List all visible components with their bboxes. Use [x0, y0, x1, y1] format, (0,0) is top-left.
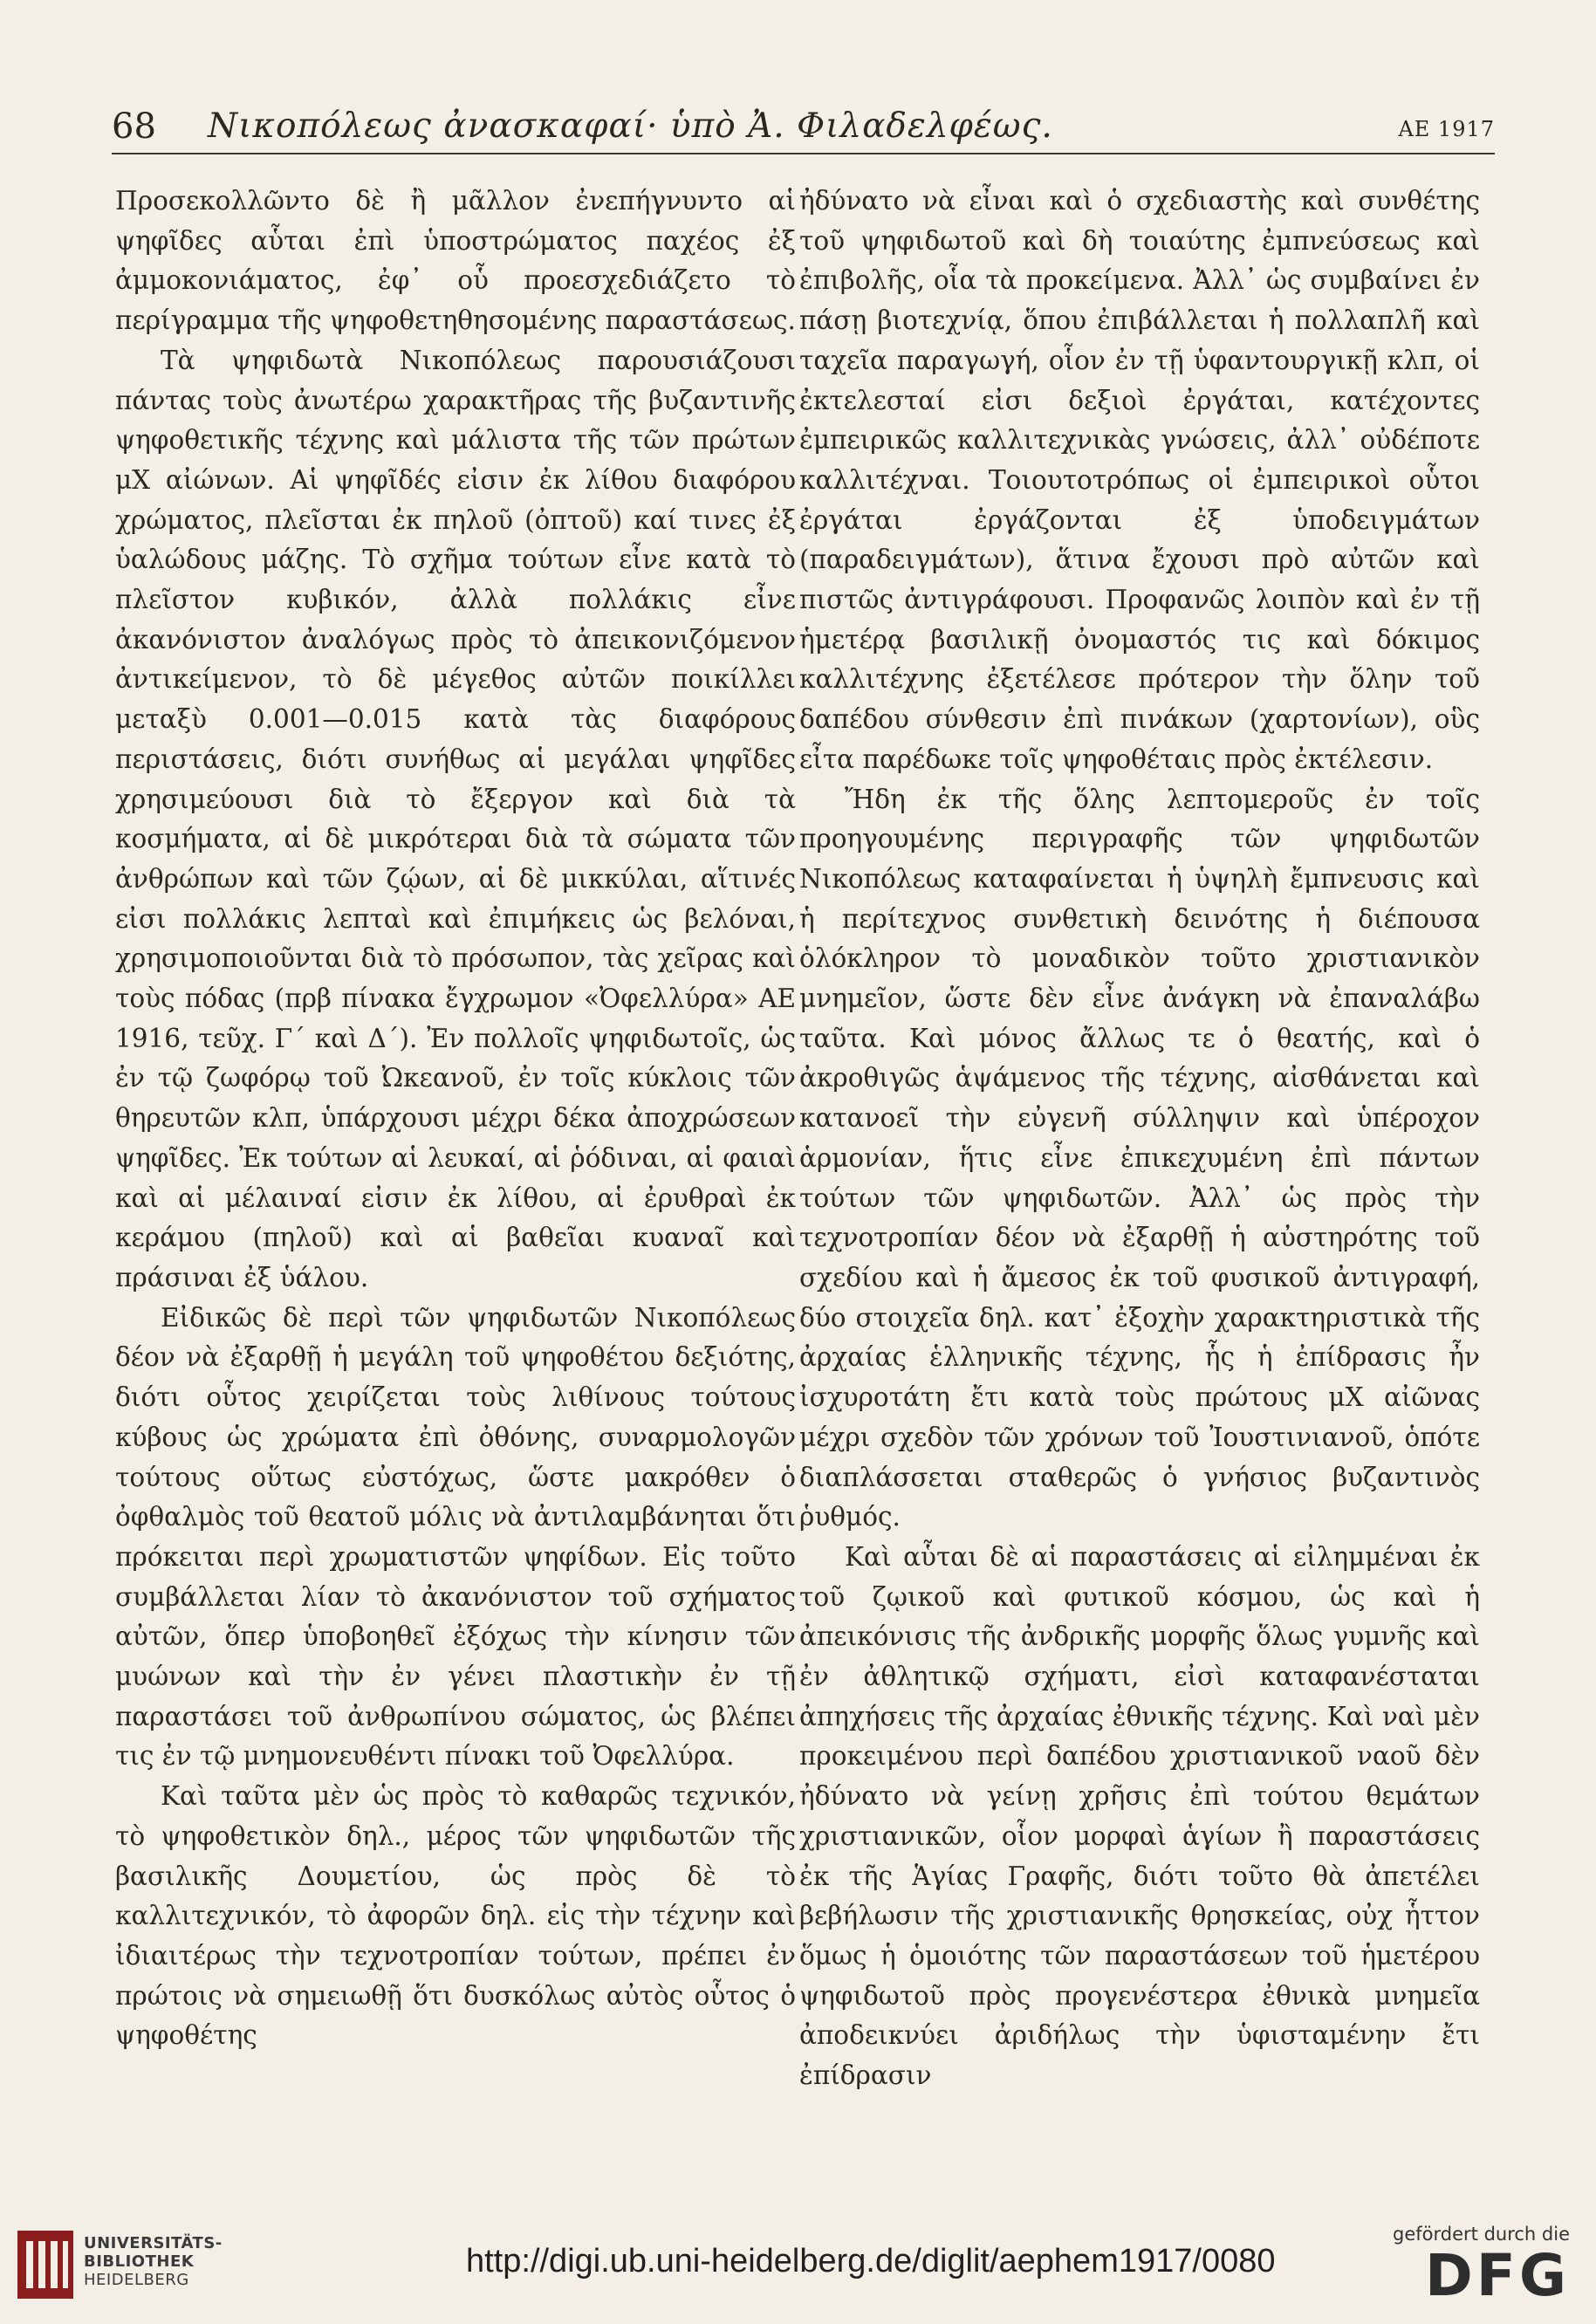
library-logo[interactable] [17, 2225, 236, 2308]
funder-block [1360, 2224, 1570, 2307]
page-header [112, 103, 1495, 155]
right-column [799, 182, 1480, 2096]
header-rule [112, 153, 1495, 154]
paragraph: Εἰδικῶς δὲ περὶ τῶν ψηφιδωτῶν Νικοπόλεως δέον νὰ ἐξαρθῇ ἡ μεγάλη τοῦ ψηφοθέτου δεξιότης, διότι οὗτος χειρίζεται τοὺς λιθίνους τούτους κύβους ὡς χρώματα ἐπὶ ὀθόνης, συναρμολογῶν τούτους οὕτως εὐστόχως, ὥστε μακρόθεν ὁ ὀφθαλμὸς τοῦ θεατοῦ μόλις νὰ ἀντιλαμβάνηται ὅτι πρόκειται περὶ χρωματιστῶν ψηφίδων. Εἰς τοῦτο συμβάλλεται λίαν τὸ ἀκανόνιστον τοῦ σχήματος αὐτῶν, ὅπερ ὑποβοηθεῖ ἐξόχως τὴν κίνησιν τῶν μυώνων καὶ τὴν ἐν γένει πλαστικὴν ἐν τῇ παραστάσει τοῦ ἀνθρωπίνου σώματος, ὡς βλέπει τις ἐν τῷ μνημονευθέντι πίνακι τοῦ Ὀφελλύρα. [115, 1302, 796, 1772]
funded-by-label: gefördert durch die [1393, 2224, 1570, 2245]
volume-label: ΑΕ 1917 [1398, 117, 1495, 141]
paragraph: Προσεκολλῶντο δὲ ἢ μᾶλλον ἐνεπήγνυντο αἱ ψηφῖδες αὗται ἐπὶ ὑποστρώματος παχέος ἐξ ἀμμοκονιάματος, ἐφ᾽ οὗ προεσχεδιάζετο τὸ περίγραμμα τῆς ψηφοθετηθησομένης παραστάσεως. [115, 186, 796, 336]
paragraph: ἠδύνατο νὰ εἶναι καὶ ὁ σχεδιαστὴς καὶ συνθέτης τοῦ ψηφιδωτοῦ καὶ δὴ τοιαύτης ἐμπνεύσεως καὶ ἐπιβολῆς, οἷα τὰ προκείμενα. Ἀλλ᾽ ὡς συμβαίνει ἐν πάσῃ βιοτεχνίᾳ, ὅπου ἐπιβάλλεται ἡ πολλαπλῆ καὶ ταχεῖα παραγωγή, οἷον ἐν τῇ ὑφαντουργικῇ κλπ, οἱ ἐκτελεσταί εἰσι δεξιοὶ ἐργάται, κατέχοντες ἐμπειρικῶς καλλιτεχνικὰς γνώσεις, ἀλλ᾽ οὐδέποτε καλλιτέχναι. Τοιουτοτρόπως οἱ ἐμπειρικοὶ οὗτοι ἐργάται ἐργάζονται ἐξ ὑποδειγμάτων (παραδειγμάτων), ἅτινα ἔχουσι πρὸ αὐτῶν καὶ πιστῶς ἀντιγράφουσι. Προφανῶς λοιπὸν καὶ ἐν τῇ ἡμετέρᾳ βασιλικῇ ὀνομαστός τις καὶ δόκιμος καλλιτέχνης ἐξετέλεσε πρότερον τὴν ὅλην τοῦ δαπέδου σύνθεσιν ἐπὶ πινάκων (χαρτονίων), οὓς εἶτα παρέδωκε τοῖς ψηφοθέταις πρὸς ἐκτέλεσιν. [799, 186, 1480, 774]
running-title: Νικοπόλεως ἀνασκαφαί· ὑπὸ Ἀ. Φιλαδελφέως. [208, 106, 1053, 146]
paragraph: Καὶ ταῦτα μὲν ὡς πρὸς τὸ καθαρῶς τεχνικόν, τὸ ψηφοθετικὸν δηλ., μέρος τῶν ψηφιδωτῶν τῆς βασιλικῆς Δουμετίου, ὡς πρὸς δὲ τὸ καλλιτεχνικόν, τὸ ἀφορῶν δηλ. εἰς τὴν τέχνην καὶ ἰδιαιτέρως τὴν τεχνοτροπίαν τούτων, πρέπει ἐν πρώτοις νὰ σημειωθῇ ὅτι δυσκόλως αὐτὸς οὗτος ὁ ψηφοθέτης [115, 1781, 796, 2051]
university-seal-icon [17, 2231, 73, 2299]
source-url-link[interactable]: http://digi.ub.uni-heidelberg.de/diglit/aephem1917/0080 [466, 2243, 1276, 2279]
paragraph: Ἤδη ἐκ τῆς ὅλης λεπτομεροῦς ἐν τοῖς προηγουμένης περιγραφῆς τῶν ψηφιδωτῶν Νικοπόλεως καταφαίνεται ἡ ὑψηλὴ ἔμπνευσις καὶ ἡ περίτεχνος συνθετικὴ δεινότης ἡ διέπουσα ὁλόκληρον τὸ μοναδικὸν τοῦτο χριστιανικὸν μνημεῖον, ὥστε δὲν εἶνε ἀνάγκη νὰ ἐπαναλάβω ταῦτα. Καὶ μόνος ἄλλως τε ὁ θεατής, καὶ ὁ ἀκροθιγῶς ἁψάμενος τῆς τέχνης, αἰσθάνεται καὶ κατανοεῖ τὴν εὐγενῆ σύλληψιν καὶ ὑπέροχον ἁρμονίαν, ἥτις εἶνε ἐπικεχυμένη ἐπὶ πάντων τούτων τῶν ψηφιδωτῶν. Ἀλλ᾽ ὡς πρὸς τὴν τεχνοτροπίαν δέον νὰ ἐξαρθῇ ἡ αὐστηρότης τοῦ σχεδίου καὶ ἡ ἄμεσος ἐκ τοῦ φυσικοῦ ἀντιγραφή, δύο στοιχεῖα δηλ. κατ᾽ ἐξοχὴν χαρακτηριστικὰ τῆς ἀρχαίας ἑλληνικῆς τέχνης, ἧς ἡ ἐπίδρασις ἦν ἰσχυροτάτη ἔτι κατὰ τοὺς πρώτους μΧ αἰῶνας μέχρι σχεδὸν τῶν χρόνων τοῦ Ἰουστινιανοῦ, ὁπότε διαπλάσσεται σταθερῶς ὁ γνήσιος βυζαντινὸς ῥυθμός. [799, 784, 1480, 1532]
digitization-footer [0, 2208, 1596, 2324]
library-name: UNIVERSITÄTS- BIBLIOTHEK HEIDELBERG [84, 2234, 223, 2289]
dfg-logo[interactable]: DFG [1424, 2242, 1570, 2309]
left-column [115, 182, 796, 2056]
paragraph: Καὶ αὗται δὲ αἱ παραστάσεις αἱ εἰλημμέναι ἐκ τοῦ ζῳικοῦ καὶ φυτικοῦ κόσμου, ὡς καὶ ἡ ἀπεικόνισις τῆς ἀνδρικῆς μορφῆς ὅλως γυμνῆς καὶ ἐν ἀθλητικῷ σχήματι, εἰσὶ καταφανέσταται ἀπηχήσεις τῆς ἀρχαίας ἐθνικῆς τέχνης. Καὶ ναὶ μὲν προκειμένου περὶ δαπέδου χριστιανικοῦ ναοῦ δὲν ἠδύνατο νὰ γείνῃ χρῆσις ἐπὶ τούτου θεμάτων χριστιανικῶν, οἷον μορφαὶ ἁγίων ἢ παραστάσεις ἐκ τῆς Ἁγίας Γραφῆς, διότι τοῦτο θὰ ἀπετέλει βεβήλωσιν τῆς χριστιανικῆς θρησκείας, οὐχ ἧττον ὅμως ἡ ὁμοιότης τῶν παραστάσεων τοῦ ἡμετέρου ψηφιδωτοῦ πρὸς προγενέστερα ἐθνικὰ μνημεῖα ἀποδεικνύει ἀριδήλως τὴν ὑφισταμένην ἔτι ἐπίδρασιν [799, 1541, 1480, 2091]
paragraph: Τὰ ψηφιδωτὰ Νικοπόλεως παρουσιάζουσι πάντας τοὺς ἀνωτέρω χαρακτῆρας τῆς βυζαντινῆς ψηφοθετικῆς τέχνης καὶ μάλιστα τῆς τῶν πρώτων μΧ αἰώνων. Αἱ ψηφῖδές εἰσιν ἐκ λίθου διαφόρου χρώματος, πλεῖσται ἐκ πηλοῦ (ὀπτοῦ) καί τινες ἐξ ὑαλώδους μάζης. Τὸ σχῆμα τούτων εἶνε κατὰ τὸ πλεῖστον κυβικόν, ἀλλὰ πολλάκις εἶνε ἀκανόνιστον ἀναλόγως πρὸς τὸ ἀπεικονιζόμενον ἀντικείμενον, τὸ δὲ μέγεθος αὐτῶν ποικίλλει μεταξὺ 0.001—0.015 κατὰ τὰς διαφόρους περιστάσεις, διότι συνήθως αἱ μεγάλαι ψηφῖδες χρησιμεύουσι διὰ τὸ ἔξεργον καὶ διὰ τὰ κοσμήματα, αἱ δὲ μικρότεραι διὰ τὰ σώματα τῶν ἀνθρώπων καὶ τῶν ζῴων, αἱ δὲ μικκύλαι, αἵτινές εἰσι πολλάκις λεπταὶ καὶ ἐπιμήκεις ὡς βελόναι, χρησιμοποιοῦνται διὰ τὸ πρόσωπον, τὰς χεῖρας καὶ τοὺς πόδας (πρβ πίνακα ἔγχρωμον «Ὀφελλύρα» ΑΕ 1916, τεῦχ. Γ´ καὶ Δ´). Ἐν πολλοῖς ψηφιδωτοῖς, ὡς ἐν τῷ ζωφόρῳ τοῦ Ὠκεανοῦ, ἐν τοῖς κύκλοις τῶν θηρευτῶν κλπ, ὑπάρχουσι μέχρι δέκα ἀποχρώσεων ψηφῖδες. Ἐκ τούτων αἱ λευκαί, αἱ ῥόδιναι, αἱ φαιαὶ καὶ αἱ μέλαιναί εἰσιν ἐκ λίθου, αἱ ἐρυθραὶ ἐκ κεράμου (πηλοῦ) καὶ αἱ βαθεῖαι κυαναῖ καὶ πράσιναι ἐξ ὑάλου. [115, 345, 796, 1292]
page-number: 68 [112, 106, 156, 147]
